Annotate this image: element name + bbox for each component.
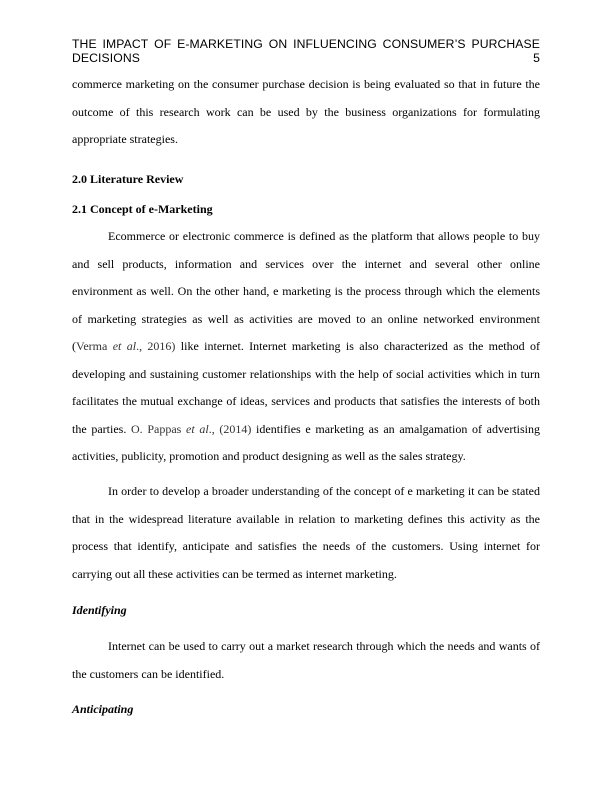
header-word: CONSUMER’S — [382, 37, 466, 51]
paragraph-text: identifies e marketing as an amalgamation of advertising activities, publicity, promotion and product designing as well as the sales strategy. — [72, 421, 540, 463]
section-heading: 2.0 Literature Review — [72, 172, 184, 186]
paragraph-text: Ecommerce or electronic commerce is defined as the platform that allows people to buy and sell products, information and services over the internet and several other online environment as well. On the other hand, e marketing is the process through which the elements of marketing strategies as well as activities are moved to an online networked environment ( — [72, 229, 540, 353]
citation-author: O. Pappas — [131, 421, 187, 436]
identifying-paragraph: Internet can be used to carry out a market research through which the needs and wants of the customers can be identified. — [72, 639, 540, 681]
identifying-heading: Identifying — [72, 603, 127, 617]
header-second-line — [72, 51, 540, 65]
header-word: PURCHASE — [471, 37, 540, 51]
citation-year: ., 2016) — [136, 339, 176, 353]
header-title-continued: DECISIONS — [72, 51, 140, 65]
anticipating-heading: Anticipating — [72, 702, 134, 716]
running-header — [72, 37, 540, 65]
citation-etal: et al — [112, 339, 137, 353]
paragraph-broader-understanding: In order to develop a broader understanding of the concept of e marketing it can be stated that in the widespread literature available in relation to marketing defines this activity as the process that identify, anticipate and satisfies the needs of the customers. Using internet for carrying out all these activities can be termed as internet marketing. — [72, 484, 540, 581]
header-word: ON — [268, 37, 288, 51]
intro-paragraph: commerce marketing on the consumer purchase decision is being evaluated so that in future the outcome of this research work can be used by the business organizations for formulating appropriate strategies. — [72, 77, 540, 146]
header-word: THE — [72, 37, 97, 51]
header-word: INFLUENCING — [293, 37, 377, 51]
header-title-line — [72, 37, 540, 51]
header-word: IMPACT — [102, 37, 149, 51]
citation-etal: et al — [186, 421, 209, 436]
citation-author: Verma — [76, 339, 113, 353]
citation-year: ., (2014) — [208, 421, 252, 436]
paragraph-text: like internet. Internet marketing is also characterized as the method of developing and sustaining customer relationships with the help of social activities which in turn facilitates the mutual exchange of ideas, services and products that satisfies the interests of both the parties. — [72, 339, 541, 436]
header-word: OF — [154, 37, 172, 51]
page-number: 5 — [533, 51, 540, 65]
header-word: E-MARKETING — [177, 37, 263, 51]
paragraph-concept — [72, 223, 540, 471]
subsection-heading: 2.1 Concept of e-Marketing — [72, 202, 213, 216]
